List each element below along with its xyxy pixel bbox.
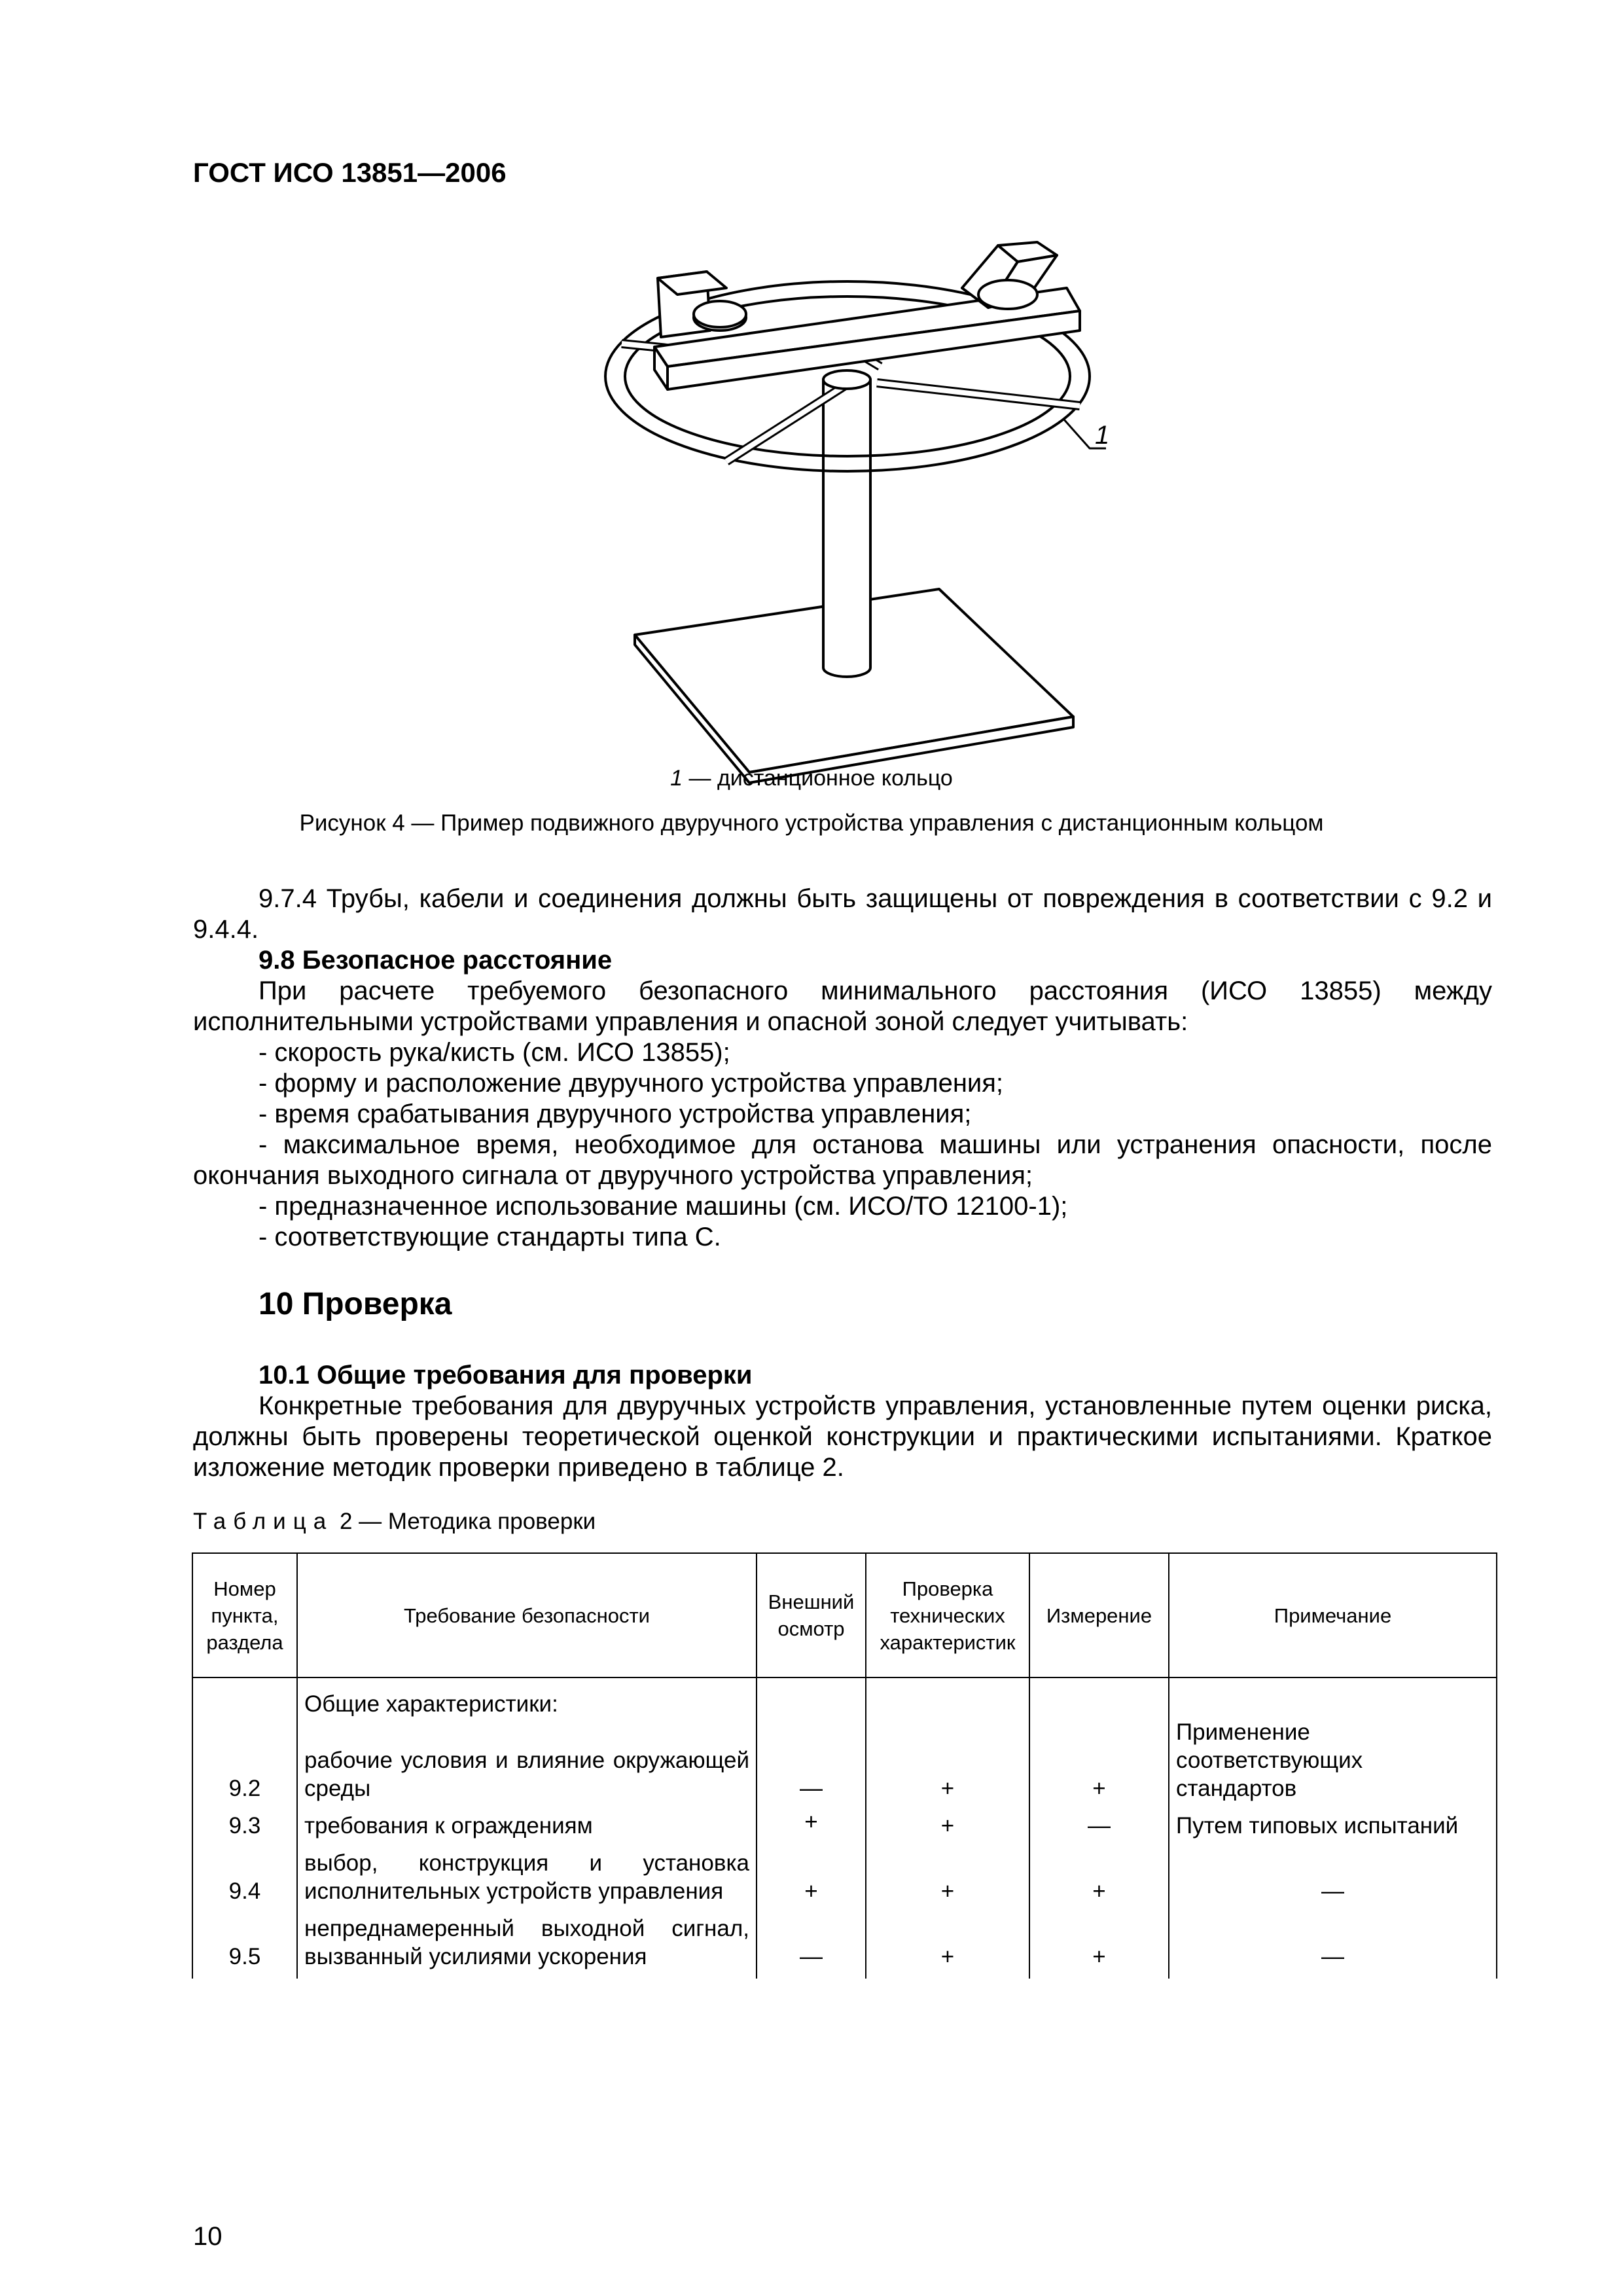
cell-note: — xyxy=(1169,1905,1497,1979)
cell-note: Путем типовых испытаний xyxy=(1169,1803,1497,1840)
cell-num: 9.5 xyxy=(192,1905,297,1979)
cell-requirement: выбор, конструкция и установка исполнительных устройств управления xyxy=(297,1840,757,1905)
list-item: - предназначенное использование машины (см. ИСО/ТО 12100-1); xyxy=(259,1192,1068,1221)
table-row xyxy=(192,1803,1497,1840)
cell-num: 9.4 xyxy=(192,1840,297,1905)
cell-note: — xyxy=(1169,1840,1497,1905)
cell-technical: + xyxy=(866,1803,1029,1840)
figure-callout: 1 xyxy=(1095,421,1110,450)
col-header-technical: Проверка технических характеристик xyxy=(866,1553,1029,1677)
table-row xyxy=(192,1840,1497,1905)
cell-requirement: рабочие условия и влияние окружающей среды xyxy=(297,1718,757,1803)
cell-visual: + xyxy=(757,1803,866,1840)
cell-num: 9.3 xyxy=(192,1803,297,1840)
document-header: ГОСТ ИСО 13851—2006 xyxy=(193,157,507,188)
list-item: - форму и расположение двуручного устройства управления; xyxy=(259,1069,1004,1098)
col-header-measurement: Измерение xyxy=(1029,1553,1169,1677)
verification-table xyxy=(192,1552,1497,1979)
heading-10-1: 10.1 Общие требования для проверки xyxy=(259,1361,753,1390)
cell-note: Применение соответствующих стандартов xyxy=(1169,1718,1497,1803)
paragraph-9-7-4: 9.7.4 Трубы, кабели и соединения должны быть защищены от повреждения в соответствии с 9.2 и 9.4.4. xyxy=(193,884,1492,944)
col-header-note: Примечание xyxy=(1169,1553,1497,1677)
list-item: - время срабатывания двуручного устройства управления; xyxy=(259,1100,972,1128)
list-item: - соответствующие стандарты типа С. xyxy=(259,1223,721,1251)
cell-measurement: + xyxy=(1029,1905,1169,1979)
cell-visual: — xyxy=(757,1905,866,1979)
paragraph-9-8-intro: При расчете требуемого безопасного минимального расстояния (ИСО 13855) между исполнительными устройствами управления и опасной зоной следует учитывать: xyxy=(193,977,1492,1036)
page-number: 10 xyxy=(193,2222,223,2251)
heading-9-8: 9.8 Безопасное расстояние xyxy=(259,946,613,975)
section-9-block xyxy=(193,884,1492,1253)
figure-legend xyxy=(0,766,1623,791)
legend-number: 1 xyxy=(670,766,683,791)
section-10-1-block xyxy=(193,1360,1492,1483)
table-row xyxy=(192,1677,1497,1718)
cell-technical: + xyxy=(866,1840,1029,1905)
legend-text: — дистанционное кольцо xyxy=(683,766,953,791)
cell-technical: + xyxy=(866,1905,1029,1979)
cell-num: 9.2 xyxy=(192,1718,297,1803)
cell-measurement: + xyxy=(1029,1840,1169,1905)
cell-measurement: + xyxy=(1029,1718,1169,1803)
table-row xyxy=(192,1905,1497,1979)
table-header-row xyxy=(192,1553,1497,1677)
col-header-num: Номер пункта, раздела xyxy=(192,1553,297,1677)
figure-4-drawing xyxy=(510,216,1165,785)
list-item: - скорость рука/кисть (см. ИСО 13855); xyxy=(259,1038,730,1067)
heading-section-10: 10 Проверка xyxy=(259,1287,452,1321)
paragraph-10-1: Конкретные требования для двуручных устройств управления, установленные путем оценки риска, должны быть проверены теоретической оценкой конструкции и практическими испытаниями. Краткое изложение методик проверки приведено в таблице 2. xyxy=(193,1391,1492,1482)
col-header-visual: Внешний осмотр xyxy=(757,1553,866,1677)
group-label: Общие характеристики: xyxy=(297,1677,757,1718)
table-title-word: Таблица xyxy=(193,1509,334,1534)
table-title xyxy=(193,1509,596,1535)
cell-measurement: — xyxy=(1029,1803,1169,1840)
table-title-text: 2 — Методика проверки xyxy=(333,1509,596,1534)
cell-technical: + xyxy=(866,1718,1029,1803)
col-header-requirement: Требование безопасности xyxy=(297,1553,757,1677)
cell-visual: — xyxy=(757,1718,866,1803)
figure-caption: Рисунок 4 — Пример подвижного двуручного устройства управления с дистанционным кольцом xyxy=(299,810,1324,836)
table-row xyxy=(192,1718,1497,1803)
list-item: - максимальное время, необходимое для останова машины или устранения опасности, после окончания выходного сигнала от двуручного устройства управления; xyxy=(193,1130,1492,1190)
cell-requirement: требования к ограждениям xyxy=(297,1803,757,1840)
column xyxy=(823,380,870,677)
cell-visual: + xyxy=(757,1840,866,1905)
cell-requirement: непреднамеренный выходной сигнал, вызванный усилиями ускорения xyxy=(297,1905,757,1979)
